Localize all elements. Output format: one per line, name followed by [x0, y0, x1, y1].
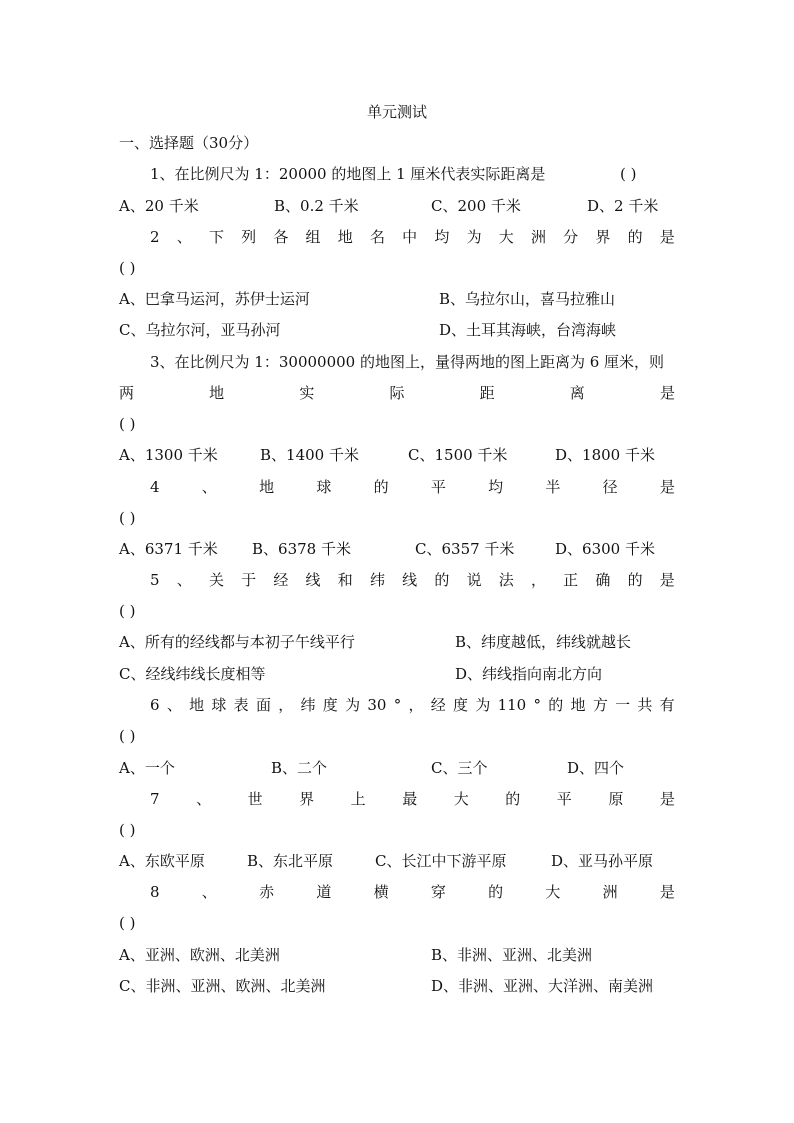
- question-8-option-d: D、非洲、亚洲、大洋洲、南美洲: [431, 977, 654, 995]
- question-5-option-a: A、所有的经线都与本初子午线平行: [119, 633, 355, 651]
- question-6-option-d: D、四个: [567, 759, 625, 777]
- question-6-option-a: A、一个: [119, 759, 175, 777]
- question-4-option-a: A、6371 千米: [119, 540, 218, 558]
- question-7-option-b: B、东北平原: [247, 852, 334, 870]
- question-7-stem: 7 、 世 界 上 最 大 的 平 原 是: [150, 790, 675, 808]
- question-8-option-c: C、非洲、亚洲、欧洲、北美洲: [119, 977, 326, 995]
- question-1-option-b: B、0.2 千米: [274, 197, 359, 215]
- question-3-option-d: D、1800 千米: [555, 446, 655, 464]
- question-1-blank: ( ): [620, 165, 637, 183]
- question-6-option-c: C、三个: [431, 759, 488, 777]
- question-8-stem: 8 、 赤 道 横 穿 的 大 洲 是: [150, 883, 675, 901]
- question-1-stem: 1、在比例尺为 1：20000 的地图上 1 厘米代表实际距离是: [150, 165, 546, 183]
- question-3-option-a: A、1300 千米: [119, 446, 218, 464]
- question-3-option-c: C、1500 千米: [408, 446, 508, 464]
- question-5-option-b: B、纬度越低，纬线就越长: [455, 633, 632, 651]
- question-1-option-d: D、2 千米: [587, 197, 659, 215]
- question-6-blank: ( ): [119, 727, 136, 745]
- question-2-stem: 2 、 下 列 各 组 地 名 中 均 为 大 洲 分 界 的 是: [150, 228, 675, 246]
- question-4-option-c: C、6357 千米: [415, 540, 515, 558]
- question-7-blank: ( ): [119, 821, 136, 839]
- page-title: 单元测试: [366, 103, 427, 121]
- question-5-blank: ( ): [119, 602, 136, 620]
- question-7-option-c: C、长江中下游平原: [375, 852, 507, 870]
- question-4-blank: ( ): [119, 509, 136, 527]
- question-1-option-c: C、200 千米: [431, 197, 521, 215]
- question-4-stem: 4 、 地 球 的 平 均 半 径 是: [150, 478, 675, 496]
- question-6-stem: 6 、 地 球 表 面 ， 纬 度 为 30 ° ， 经 度 为 110 ° 的 地 方 一 共 有: [150, 696, 675, 714]
- question-5-stem: 5 、 关 于 经 线 和 纬 线 的 说 法 ， 正 确 的 是: [150, 571, 675, 589]
- question-3-stem: 3、在比例尺为 1：30000000 的地图上，量得两地的图上距离为 6 厘米，则: [150, 353, 665, 371]
- question-8-option-a: A、亚洲、欧洲、北美洲: [119, 946, 280, 964]
- question-6-option-b: B、二个: [271, 759, 328, 777]
- question-2-blank: ( ): [119, 259, 136, 277]
- question-2-option-c: C、乌拉尔河，亚马孙河: [119, 321, 281, 339]
- question-4-option-d: D、6300 千米: [555, 540, 655, 558]
- question-2-option-a: A、巴拿马运河，苏伊士运河: [119, 290, 310, 308]
- question-1-option-a: A、20 千米: [119, 197, 199, 215]
- question-8-blank: ( ): [119, 914, 136, 932]
- question-3-blank: ( ): [119, 415, 136, 433]
- question-3-stem-continued: 两 地 实 际 距 离 是: [119, 384, 675, 402]
- question-5-option-c: C、经线纬线长度相等: [119, 665, 266, 683]
- section-heading: 一、选择题（30分）: [119, 134, 259, 152]
- question-7-option-d: D、亚马孙平原: [551, 852, 654, 870]
- question-4-option-b: B、6378 千米: [252, 540, 351, 558]
- question-7-option-a: A、东欧平原: [119, 852, 205, 870]
- question-2-option-d: D、土耳其海峡，台湾海峡: [439, 321, 617, 339]
- question-8-option-b: B、非洲、亚洲、北美洲: [431, 946, 593, 964]
- question-5-option-d: D、纬线指向南北方向: [455, 665, 603, 683]
- question-3-option-b: B、1400 千米: [260, 446, 359, 464]
- question-2-option-b: B、乌拉尔山，喜马拉雅山: [439, 290, 616, 308]
